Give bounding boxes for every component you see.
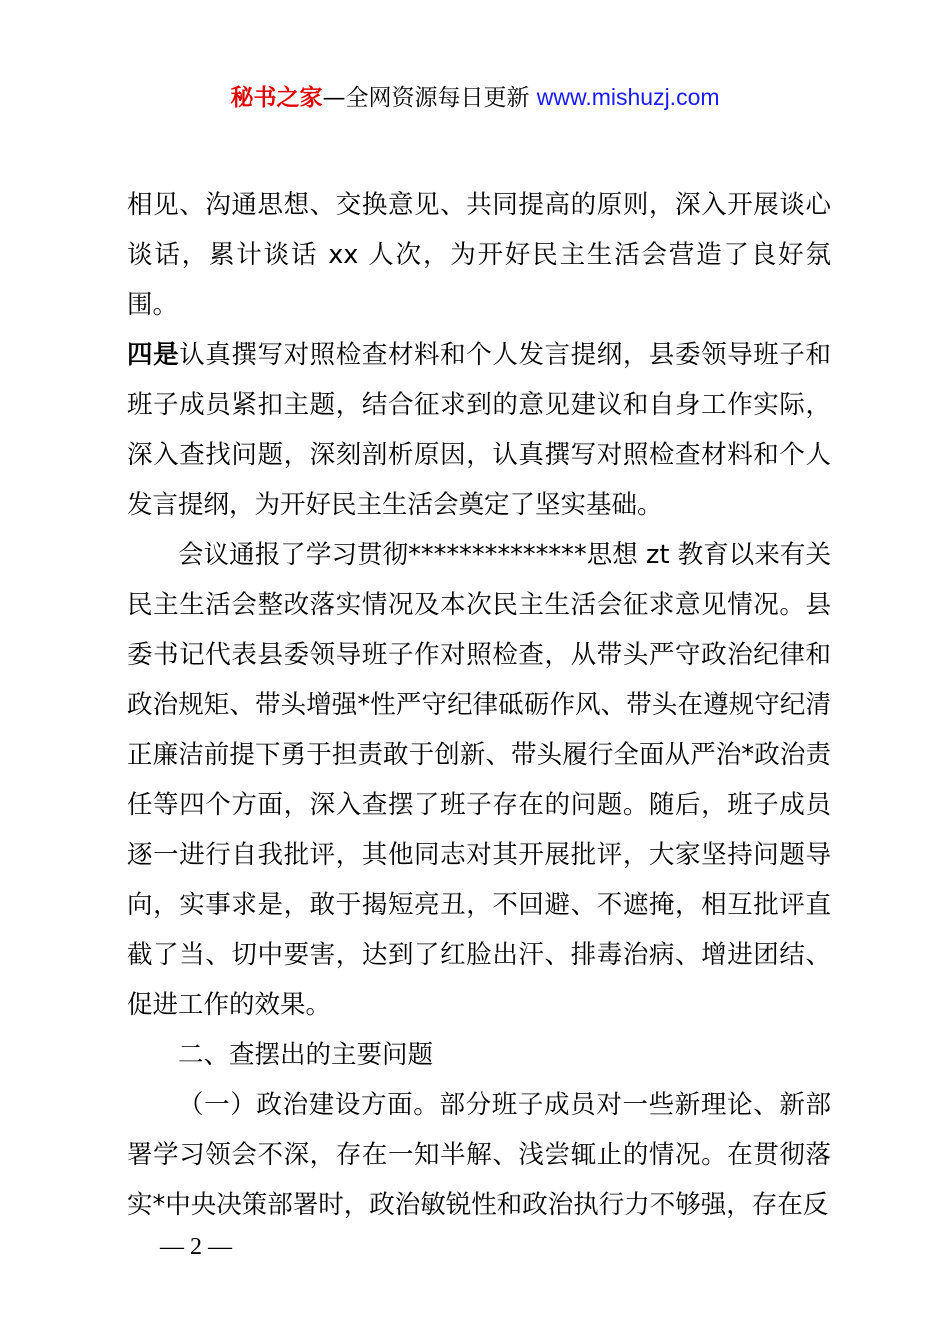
section-heading: 二、查摆出的主要问题 [178,1040,434,1070]
point-four-lead: 四是 [127,340,180,370]
site-header [0,80,950,115]
brand-name: 秘书之家 [230,85,323,111]
paragraph-political-construction: （一）政治建设方面。部分班子成员对一些新理论、新部署学习领会不深，存在一知半解、浅尝辄止的情况。在贯彻落实*中央决策部署时，政治敏锐性和政治执行力不够强，存在反 [127,1090,831,1220]
header-slogan: —全网资源每日更新 [322,85,537,111]
paragraph-point-four [127,330,831,530]
page-number: — 2 — [160,1234,232,1260]
point-four-text: 认真撰写对照检查材料和个人发言提纲，县委领导班子和班子成员紧扣主题，结合征求到的意见建议和自身工作实际，深入查找问题，深刻剖析原因，认真撰写对照检查材料和个人发言提纲，为开好民主生活会奠定了坚实基础。 [127,340,831,520]
site-url-link[interactable]: www.mishuzj.com [536,84,720,110]
document-body [127,180,831,1230]
paragraph-meeting-report: 会议通报了学习贯彻**************思想 zt 教育以来有关民主生活会整改落实情况及本次民主生活会征求意见情况。县委书记代表县委领导班子作对照检查，从带头严守政治纪律和政治规矩、带头增强*性严守纪律砥砺作风、带头在遵规守纪清正廉洁前提下勇于担责敢于创新、带头履行全面从严治*政治责任等四个方面，深入查摆了班子存在的问题。随后，班子成员逐一进行自我批评，其他同志对其开展批评，大家坚持问题导向，实事求是，敢于揭短亮丑，不回避、不遮掩，相互批评直截了当、切中要害，达到了红脸出汗、排毒治病、增进团结、促进工作的效果。 [127,540,831,1020]
paragraph-continued: 相见、沟通思想、交换意见、共同提高的原则，深入开展谈心谈话，累计谈话 xx 人次，为开好民主生活会营造了良好氛围。 [127,190,831,320]
